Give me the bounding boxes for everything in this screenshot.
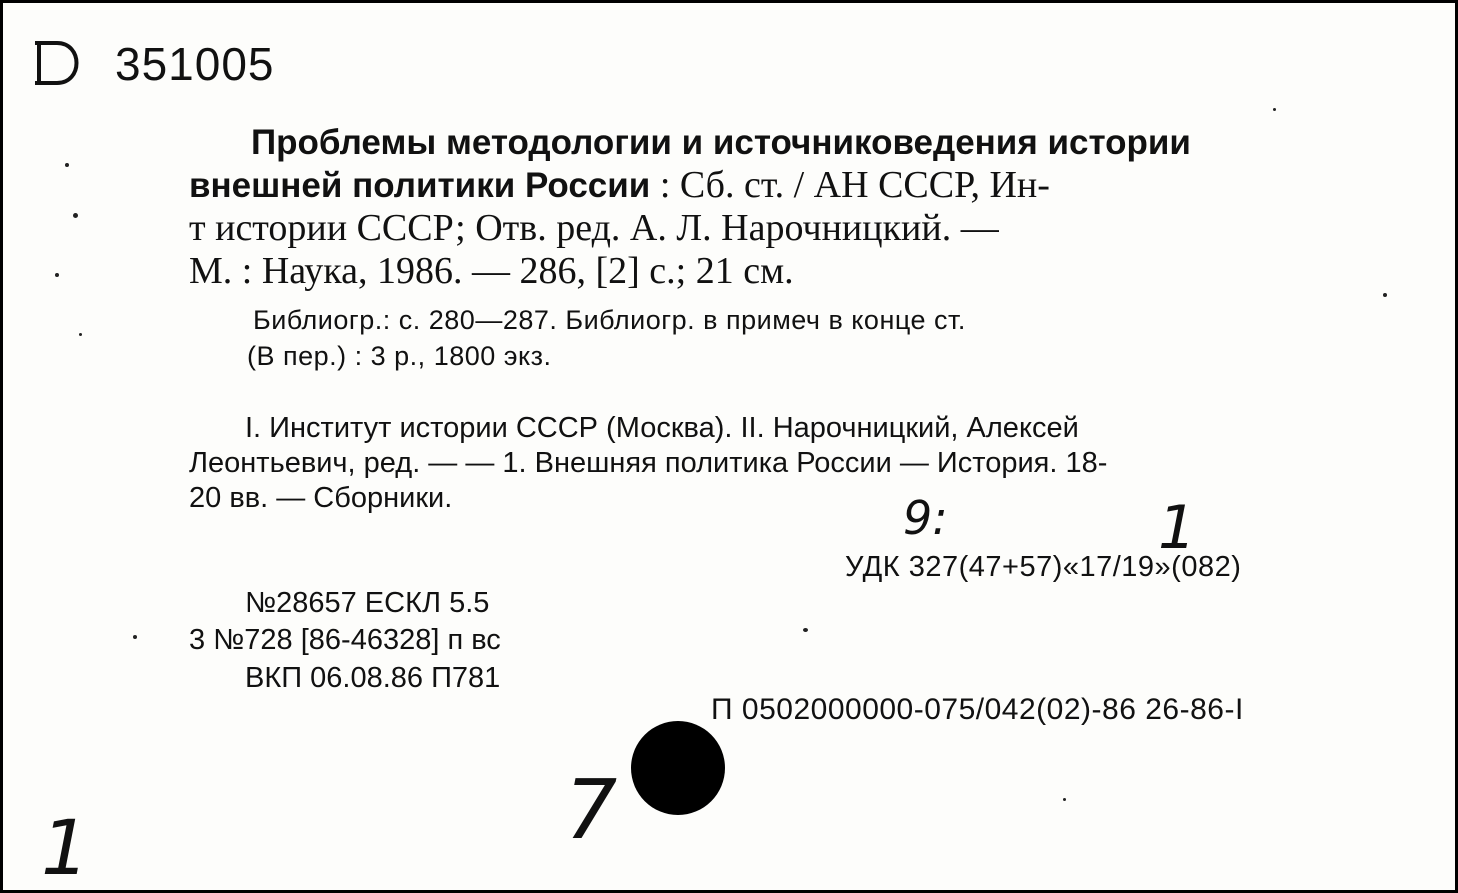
price-note: (В пер.) : 3 р., 1800 экз. xyxy=(247,341,552,371)
subject-line-3: 20 вв. — Сборники. xyxy=(189,482,453,514)
bibliography-note: Библиогр.: с. 280—287. Библиогр. в примеч в конце ст. xyxy=(253,305,966,335)
catalog-number: 351005 xyxy=(115,38,275,90)
title-line-1: Проблемы методологии и источниковедения истории xyxy=(251,123,1191,162)
speck xyxy=(79,333,82,336)
speck xyxy=(65,163,69,167)
speck xyxy=(803,628,808,632)
order-number: 3 №728 [86-46328] п вс xyxy=(189,624,501,656)
speck xyxy=(1383,293,1387,297)
handwritten-seven-mark: 7 xyxy=(565,763,618,858)
udk-classification: УДК 327(47+57)«17/19»(082) xyxy=(845,551,1242,583)
handwritten-one-mark: 1 xyxy=(1158,493,1197,563)
bbk-code: П 0502000000-075/042(02)-86 26-86-I xyxy=(711,693,1244,726)
bibliographic-description xyxy=(189,121,1359,293)
vkp-line: ВКП 06.08.86 П781 xyxy=(245,662,501,694)
speck xyxy=(1063,798,1066,801)
speck xyxy=(133,635,137,639)
registration-number: №28657 ЕСКЛ 5.5 xyxy=(245,587,490,619)
punch-hole-dot xyxy=(631,721,725,815)
responsibility-line: т истории СССР; Отв. ред. А. Л. Нарочницкий. — xyxy=(189,207,999,249)
stamp-d-icon xyxy=(33,39,87,87)
subject-line-2: Леонтьевич, ред. — — 1. Внешняя политика России — История. 18- xyxy=(189,447,1108,479)
speck xyxy=(1273,108,1276,111)
speck xyxy=(73,213,78,218)
handwritten-nine-mark: 9: xyxy=(903,491,948,545)
imprint-line: М. : Наука, 1986. — 286, [2] с.; 21 см. xyxy=(189,250,794,292)
handwritten-bottom-one: 1 xyxy=(41,803,90,892)
subject-line-1: I. Институт истории СССР (Москва). II. Нарочницкий, Алексей xyxy=(245,412,1079,444)
speck xyxy=(55,273,59,277)
title-line-2: внешней политики России : Сб. ст. / АН СССР, Ин- xyxy=(189,164,1050,206)
